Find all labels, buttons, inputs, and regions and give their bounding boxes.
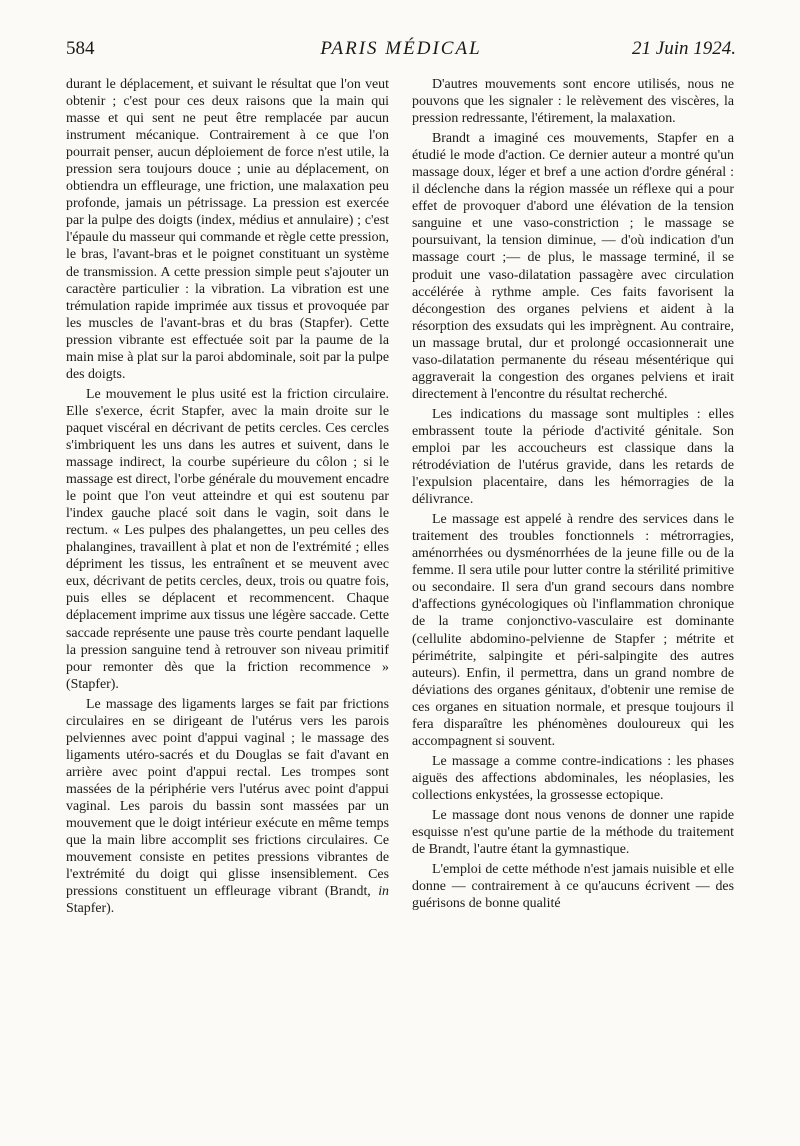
right-column [412, 76, 734, 1126]
paragraph: Les indications du massage sont multiples : elles embrassent toute la période d'activité génitale. Son emploi par les accoucheurs est classique dans la rétrodéviation de l'utérus gravide, dans les retards de l'expulsion placentaire, dans les hémorragies de la délivrance. [412, 406, 734, 508]
paragraph [66, 696, 389, 918]
italic-text: in [378, 884, 389, 900]
paragraph: D'autres mouvements sont encore utilisés, nous ne pouvons que les signaler : le relèvement des viscères, la pression redressante, l'étirement, la malaxation. [412, 77, 734, 127]
page-number: 584 [66, 38, 95, 59]
issue-date: 21 Juin 1924. [632, 38, 736, 59]
paragraph: Le massage dont nous venons de donner une rapide esquisse n'est qu'une partie de la méthode du traitement de Brandt, l'autre étant la gymnastique. [412, 807, 734, 858]
paragraph-text: Le massage des ligaments larges se fait par frictions circulaires en se dirigeant de l'utérus vers les parois pelviennes avec point d'appui vaginal ; le massage des ligaments utéro-sacrés et du Douglas se fait d'avant en arrière avec point d'appui rectal. Les trompes sont massées de la périphérie vers l'utérus avec point d'appui vaginal. Les parois du bassin sont massées par un mouvement que le doigt intérieur exécute en même temps que la main libre accomplit ses frictions circulaires. Ce mouvement consiste en petites pressions vibrantes de l'extrémité du doigt qui glisse insensiblement. Ces pressions constituent un effleurage vibrant (Brandt, [66, 696, 389, 900]
paragraph: L'emploi de cette méthode n'est jamais nuisible et elle donne — contrairement à ce qu'aucuns écrivent — des guérisons de bonne qualité [412, 862, 734, 912]
paragraph: Le massage a comme contre-indications : les phases aiguës des affections abdominales, les néoplasies, les collections enkystées, la grossesse ectopique. [412, 753, 734, 803]
paragraph: Brandt a imaginé ces mouvements, Stapfer en a étudié le mode d'action. Ce dernier auteur a montré qu'un massage doux, léger et bref a une action d'ordre général : il déclenche dans la région massée un réflexe qui a pour effet de provoquer d'abord une élévation de la tension sanguine et une vaso-constriction ; le massage se poursuivant, la tension diminue, — d'où indication d'un massage court ;— de plus, le massage terminé, il se produit une vaso-dilatation passagère avec circulation accélérée à rythme ample. Ces faits favorisent la décongestion des organes pelviens et aident à la résorption des exsudats qui les imprègnent. Au contraire, un massage brutal, dur et prolongé occasionnerait une vaso-dilatation permanente du réseau mésentérique qui aggraverait la congestion des organes pelviens et irait directement à l'encontre du résultat recherché. [412, 131, 734, 402]
paragraph-text: Stapfer). [66, 901, 115, 917]
paragraph: Le mouvement le plus usité est la friction circulaire. Elle s'exerce, écrit Stapfer, avec la main droite sur le paquet viscéral en décrivant de petits cercles. Ces cercles s'imbriquent les uns dans les autres et suivent, dans le massage indirect, la courbe supérieure du côlon ; si le massage est direct, l'orbe générale du mouvement encadre le point que l'on veut atteindre et qui est soutenu par l'index gauche placé soit dans le vagin, soit dans le rectum. « Les pulpes des phalangettes, un peu celles des phalangines, travaillent à plat et non de l'extrémité ; elles dépriment les tissus, les entraînent et se meuvent avec eux, décrivant de petits cercles, deux, trois ou quatre fois, puis elles se déplacent et recommencent. Chaque déplacement imprime aux tissus une légère saccade. Cette saccade représente une pause très courte pendant laquelle la pression sanguine tend à retrouver son niveau primitif pour remonter dès que la friction recommence » (Stapfer). [66, 386, 389, 692]
journal-title: PARIS MÉDICAL [320, 38, 482, 59]
paragraph: Le massage est appelé à rendre des services dans le traitement des troubles fonctionnels : métrorragies, aménorrhées ou dysménorrhées de la jeune fille ou de la femme. Il sera utile pour lutter contre la stérilité primitive ou secondaire. Il sera d'un grand secours dans nombre d'affections gynécologiques où l'inflammation chronique de la trame conjonctivo-vasculaire est dominante (cellulite abdomino-pelvienne de Stapfer ; métrite et périmétrite, salpingite et péri-salpingite des autres auteurs). Enfin, il permettra, dans un grand nombre de déviations des organes génitaux, d'obtenir une remise de ces organes en situation normale, et presque toujours il fera disparaître les phénomènes douloureux qui les accompagnent si souvent. [412, 512, 734, 749]
page-header [66, 38, 736, 68]
left-column [66, 76, 389, 1126]
paragraph: durant le déplacement, et suivant le résultat que l'on veut obtenir ; c'est pour ces deux raisons que la main qui masse et qui sent ne peut être remplacée par aucun instrument mécanique. Contrairement à ce que l'on pourrait penser, aucun déploiement de force n'est utile, la pression sera toujours douce ; unie au déplacement, on obtiendra un effleurage, une friction, une malaxation peu profonde, jamais un pétrissage. La pression est exercée par la pulpe des doigts (index, médius et annulaire) ; c'est l'épaule du masseur qui commande et règle cette pression, le bras, l'avant-bras et le poignet constituant un système de transmission. A cette pression simple peut s'ajouter un caractère particulier : la vibration. La vibration est une trémulation rapide imprimée aux tissus et provoquée par les muscles de l'avant-bras et du bras (Stapfer). Cette pression vibrante est effectuée soit par la paume de la main mise à plat sur la paroi abdominale, soit par la pulpe des doigts. [66, 77, 389, 382]
